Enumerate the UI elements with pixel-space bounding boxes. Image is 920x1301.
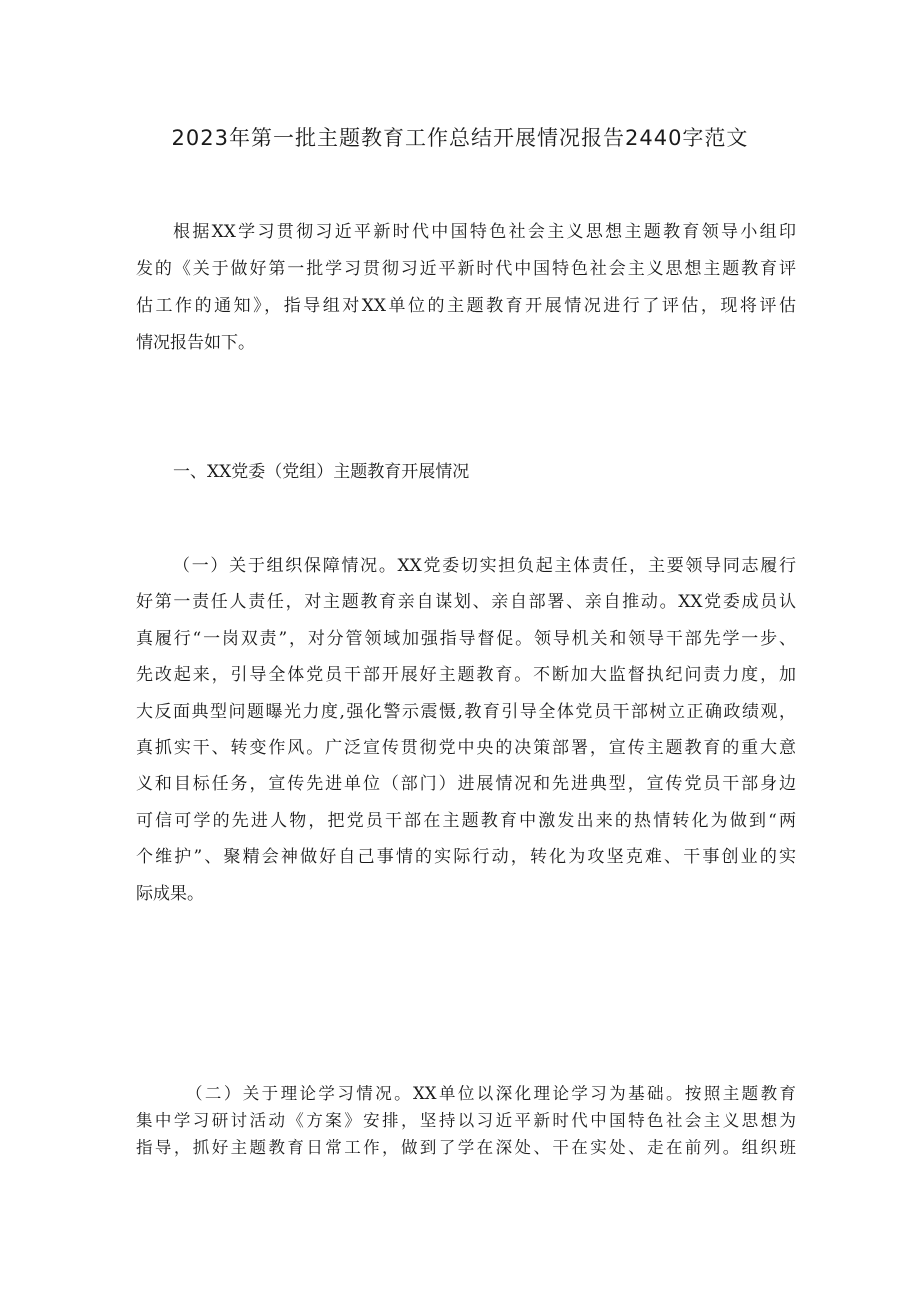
- heading-text: 一、XX党委（党组）主题教育开展情况: [173, 462, 470, 482]
- paragraph-line: 可信可学的先进人物，把党员干部在主题教育中激发出来的热情转化为做到“两: [136, 810, 796, 831]
- section-heading: [136, 457, 796, 487]
- paragraph-line: 指导，抓好主题教育日常工作，做到了学在深处、干在实处、走在前列。组织班: [136, 1138, 796, 1157]
- paragraph-line: 发的《关于做好第一批学习贯彻习近平新时代中国特色社会主义思想主题教育评: [136, 259, 796, 279]
- paragraph-line: （一）关于组织保障情况。XX党委切实担负起主体责任，主要领导同志履行: [173, 556, 796, 576]
- paragraph-line: 先改起来，引导全体党员干部开展好主题教育。不断加大监督执纪问责力度，加: [136, 665, 796, 686]
- section2-paragraph: [136, 1080, 796, 1161]
- paragraph-line: （二）关于理论学习情况。XX单位以深化理论学习为基础。按照主题教育: [186, 1084, 796, 1103]
- document-title: 2023年第一批主题教育工作总结开展情况报告2440字范文: [171, 126, 749, 150]
- paragraph-line: 集中学习研讨活动《方案》安排，坚持以习近平新时代中国特色社会主义思想为: [136, 1111, 796, 1130]
- paragraph-line: 际成果。: [136, 883, 204, 904]
- paragraph-line: 真履行“一岗双责”，对分管领域加强指导督促。领导机关和领导干部先学一步、: [136, 628, 796, 649]
- section1-paragraph: [136, 548, 796, 912]
- paragraph-line: 真抓实干、转变作风。广泛宣传贯彻党中央的决策部署，宣传主题教育的重大意: [136, 738, 796, 759]
- paragraph-line: 估工作的通知》，指导组对XX单位的主题教育开展情况进行了评估，现将评估: [136, 296, 796, 316]
- paragraph-line: 义和目标任务，宣传先进单位（部门）进展情况和先进典型，宣传党员干部身边: [136, 774, 796, 795]
- paragraph-line: 好第一责任人责任，对主题教育亲自谋划、亲自部署、亲自推动。XX党委成员认: [136, 592, 796, 613]
- paragraph-line: 情况报告如下。: [136, 333, 255, 353]
- paragraph-line: 大反面典型问题曝光力度,强化警示震慑,教育引导全体党员干部树立正确政绩观，: [136, 701, 796, 722]
- intro-paragraph: [136, 214, 796, 362]
- paragraph-line: 根据XX学习贯彻习近平新时代中国特色社会主义思想主题教育领导小组印: [173, 222, 796, 242]
- paragraph-line: 个维护”、聚精会神做好自己事情的实际行动，转化为攻坚克难、干事创业的实: [136, 847, 796, 868]
